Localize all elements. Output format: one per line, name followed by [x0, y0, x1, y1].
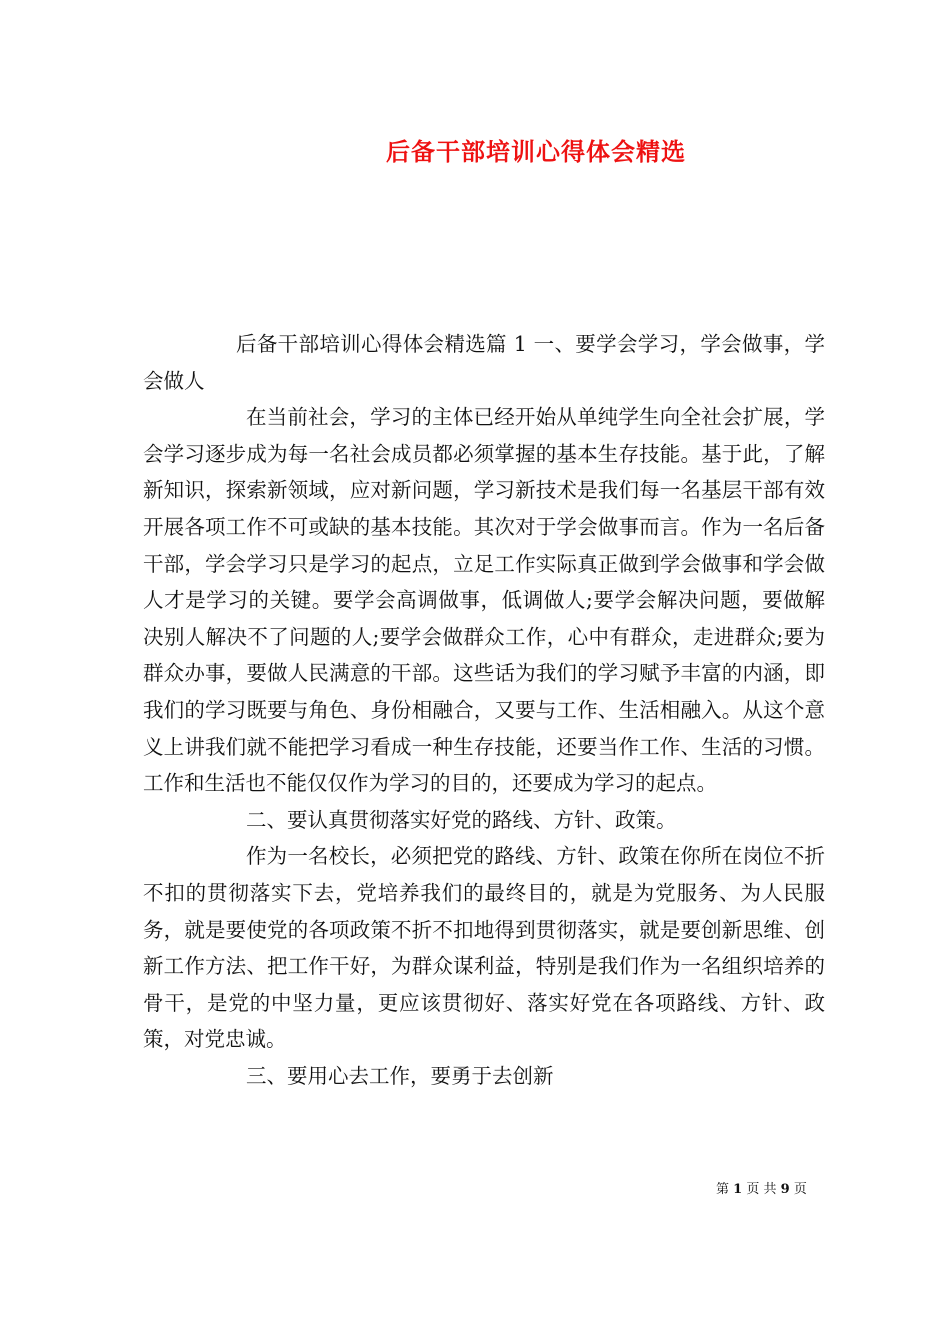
- footer-current-page: 1: [733, 1182, 743, 1197]
- footer-prefix: 第: [716, 1182, 730, 1197]
- intro-paragraph: 后备干部培训心得体会精选篇 1 一、要学会学习，学会做事，学会做人: [143, 332, 825, 393]
- policy-paragraph: 作为一名校长，必须把党的路线、方针、政策在你所在岗位不折不扣的贯彻落实下去，党培养我们的最终目的，就是为党服务、为人民服务，就是要使党的各项政策不折不扣地得到贯彻落实，就是要创新思维、创新工作方法、把工作干好，为群众谋利益，特别是我们作为一名组织培养的骨干，是党的中坚力量，更应该贯彻好、落实好党在各项路线、方针、政策，对党忠诚。: [143, 844, 825, 1052]
- section-heading-two: 二、要认真贯彻落实好党的路线、方针、政策。: [246, 807, 677, 832]
- document-body: [143, 326, 825, 1094]
- footer-suffix: 页: [793, 1182, 807, 1197]
- learning-paragraph: 在当前社会，学习的主体已经开始从单纯学生向全社会扩展，学会学习逐步成为每一名社会成员都必须掌握的基本生存技能。基于此，了解新知识，探索新领域，应对新问题，学习新技术是我们每一名基层干部有效开展各项工作不可或缺的基本技能。其次对于学会做事而言。作为一名后备干部，学会学习只是学习的起点，立足工作实际真正做到学会做事和学会做人才是学习的关键。要学会高调做事，低调做人;要学会解决问题，要做解决别人解决不了问题的人;要学会做群众工作，心中有群众，走进群众;要为群众办事，要做人民满意的干部。这些话为我们的学习赋予丰富的内涵，即我们的学习既要与角色、身份相融合，又要与工作、生活相融入。从这个意义上讲我们就不能把学习看成一种生存技能，还要当作工作、生活的习惯。工作和生活也不能仅仅作为学习的目的，还要成为学习的起点。: [143, 405, 825, 796]
- footer-middle: 页 共: [746, 1182, 777, 1197]
- section-heading-three: 三、要用心去工作，要勇于去创新: [246, 1063, 554, 1088]
- document-title: 后备干部培训心得体会精选: [386, 137, 686, 166]
- footer-total-pages: 9: [780, 1182, 790, 1197]
- page-number-footer: [716, 1178, 807, 1197]
